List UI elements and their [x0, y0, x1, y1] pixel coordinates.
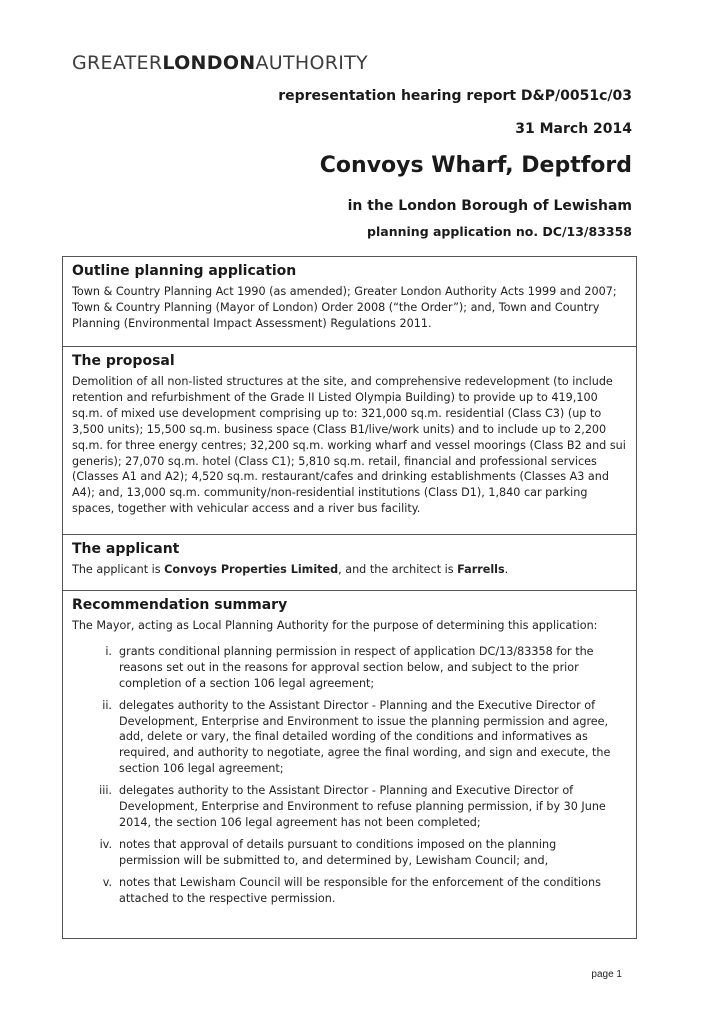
applicant-body	[72, 562, 627, 578]
list-item-text: notes that Lewisham Council will be responsible for the enforcement of the conditions attached to the respective permission.	[119, 875, 601, 905]
list-item-number: iii.	[99, 784, 112, 798]
borough-line: in the London Borough of Lewisham	[347, 198, 632, 214]
gla-logo	[72, 52, 368, 74]
applicant-mid: , and the architect is	[338, 563, 458, 576]
recommendation-heading: Recommendation summary	[72, 597, 288, 613]
list-item-number: i.	[105, 644, 112, 658]
proposal-section	[63, 347, 636, 535]
list-item-number: iv.	[99, 837, 112, 851]
applicant-architect: Farrells	[457, 563, 505, 576]
recommendation-intro: The Mayor, acting as Local Planning Authority for the purpose of determining this application:	[72, 619, 598, 632]
logo-part-london: LONDON	[162, 52, 256, 74]
list-item	[72, 698, 627, 778]
logo-part-authority: AUTHORITY	[255, 52, 368, 74]
applicant-pre: The applicant is	[72, 563, 165, 576]
outline-section	[63, 257, 636, 347]
list-item	[72, 837, 627, 869]
logo-part-greater: GREATER	[72, 52, 163, 74]
recommendation-section	[63, 591, 636, 920]
recommendation-list	[72, 644, 627, 907]
outline-body: Town & Country Planning Act 1990 (as amended); Greater London Authority Acts 1999 and 2007; Town & Country Planning (Mayor of London) Order 2008 (“the Order”); and, Town and Country Planning (Environmental Impact Assessment) Regulations 2011.	[72, 285, 617, 330]
page-number: page 1	[591, 969, 622, 980]
applicant-company: Convoys Properties Limited	[164, 563, 339, 576]
list-item-text: notes that approval of details pursuant to conditions imposed on the planning permission will be submitted to, and determined by, Lewisham Council; and,	[119, 837, 557, 867]
proposal-body: Demolition of all non-listed structures at the site, and comprehensive redevelopment (to include retention and refurbishment of the Grade II Listed Olympia Building) to provide up to 419,100 sq.m. of mixed use development comprising up to: 321,000 sq.m. residential (Class C3) (up to 3,500 units); 15,500 sq.m. business space (Class B1/live/work units) and to include up to 2,200 sq.m. for three energy centres; 32,200 sq.m. working wharf and vessel moorings (Class B2 and sui generis); 27,070 sq.m. hotel (Class C1); 5,810 sq.m. retail, financial and professional services (Classes A1 and A2); 4,520 sq.m. restaurant/cafes and drinking establishments (Classes A3 and A4); and, 13,000 sq.m. community/non-residential institutions (Class D1), 1,840 car parking spaces, together with vehicular access and a river bus facility.	[72, 375, 626, 516]
report-date: 31 March 2014	[515, 121, 632, 137]
list-item	[72, 644, 627, 692]
list-item-text: delegates authority to the Assistant Director - Planning and the Executive Director of Development, Enterprise and Environment to issue the planning permission and agree, add, delete or vary, the final detailed wording of the conditions and informatives as required, and authority to negotiate, agree the final wording, and sign and execute, the section 106 legal agreement;	[119, 698, 611, 776]
page-title: Convoys Wharf, Deptford	[319, 153, 632, 178]
report-reference: representation hearing report D&P/0051c/03	[278, 88, 632, 104]
list-item	[72, 783, 627, 831]
applicant-post: .	[504, 563, 509, 576]
list-item-number: v.	[102, 875, 112, 889]
applicant-heading: The applicant	[72, 541, 180, 557]
application-number: planning application no. DC/13/83358	[367, 224, 632, 239]
list-item-number: ii.	[102, 698, 112, 712]
list-item-text: grants conditional planning permission in respect of application DC/13/83358 for the reasons set out in the reasons for approval section below, and subject to the prior completion of a section 106 legal agreement;	[119, 644, 594, 690]
proposal-heading: The proposal	[72, 353, 175, 369]
applicant-section	[63, 535, 636, 591]
list-item-text: delegates authority to the Assistant Director - Planning and Executive Director of Development, Enterprise and Environment to refuse planning permission, if by 30 June 2014, the section 106 legal agreement has not been completed;	[119, 784, 606, 829]
summary-box	[62, 256, 637, 939]
list-item	[72, 875, 627, 907]
outline-heading: Outline planning application	[72, 263, 297, 279]
